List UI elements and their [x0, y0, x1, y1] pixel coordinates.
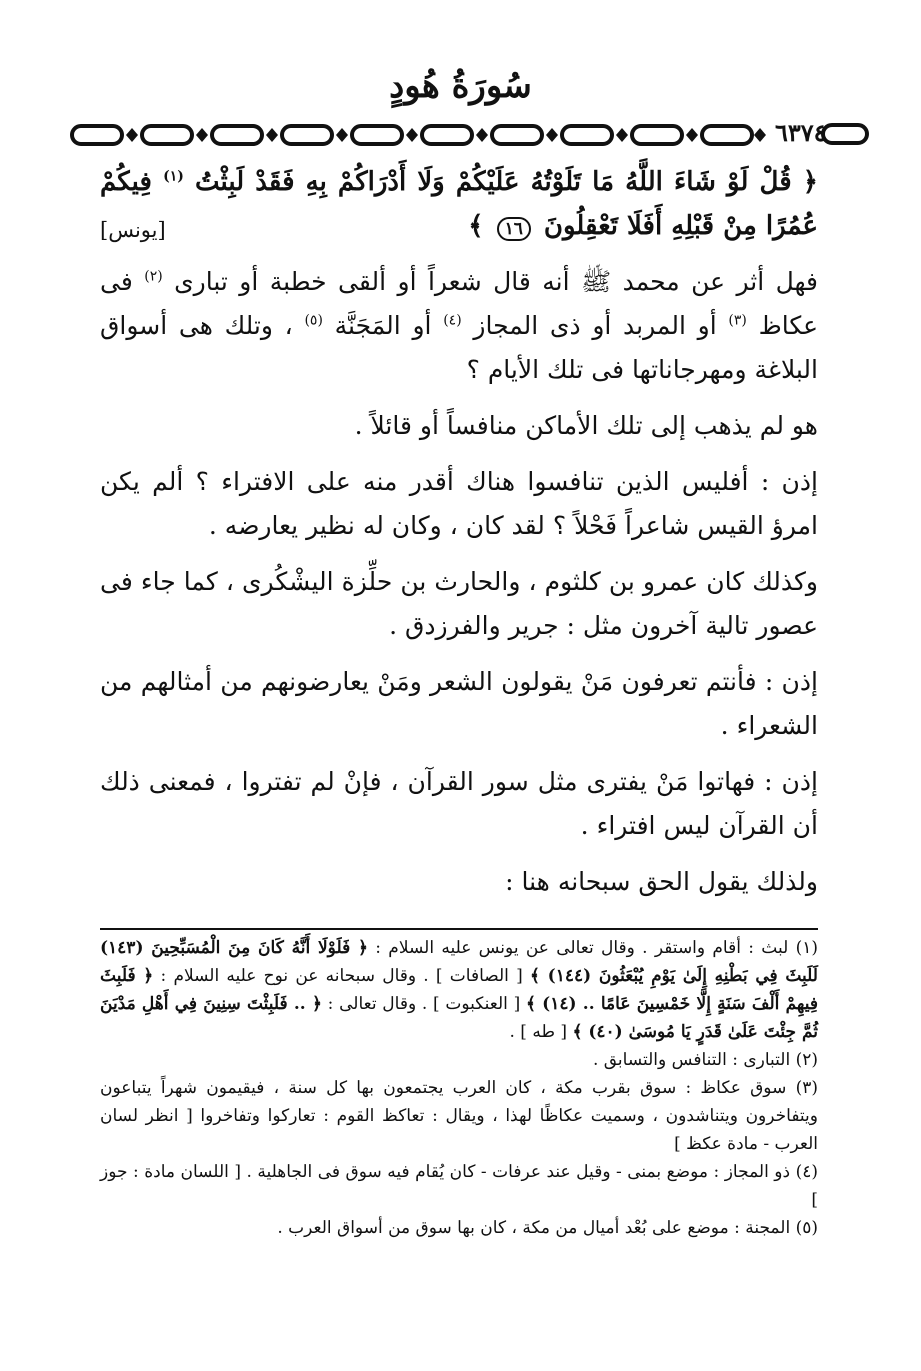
- paragraph-5: إذن : فأنتم تعرفون مَنْ يقولون الشعر ومَنْ يعارضونهم من أمثالهم من الشعراء .: [100, 667, 818, 740]
- footnote-1-text-a: لبث : أقام واستقر . وقال تعالى عن يونس عليه السلام :: [375, 938, 789, 958]
- p1-text-b: فى عكاظ: [100, 267, 819, 340]
- footnote-4: (٤) ذو المجاز : موضع بمنى - وقيل عند عرفات - كان يُقام فيه سوق فى الجاهلية . [ اللسان مادة : جوز ]: [100, 1162, 818, 1210]
- quran-verse: [100, 160, 818, 248]
- paragraph-3: إذن : أفليس الذين تنافسوا هناك أقدر منه على الافتراء ؟ ألم يكن امرؤ القيس شاعراً فَحْلاً ؟ لقد كان ، وكان له نظير يعارضه .: [100, 467, 818, 540]
- footnotes: [100, 934, 818, 1242]
- footnote-1: [100, 934, 818, 1046]
- verse-text-cont: فِيكُمْ عُمُرًا مِنْ قَبْلِهِ أَفَلَا تَعْقِلُونَ: [100, 167, 818, 241]
- paragraph-1: [100, 260, 818, 392]
- p1-text-a: فهل أثر عن محمد ﷺ أنه قال شعراً أو ألقى خطبة أو تبارى: [174, 267, 818, 296]
- paragraph-7: ولذلك يقول الحق سبحانه هنا :: [505, 867, 818, 896]
- paragraph-6: إذن : فهاتوا مَنْ يفترى مثل سور القرآن ، فإنْ لم تفتروا ، فمعنى ذلك أن القرآن ليس افتراء .: [100, 767, 818, 840]
- p1-text-d: أو المَجَنَّة: [334, 311, 432, 340]
- footnote-5: (٥) المجنة : موضع على بُعْد أميال من مكة ، كان بها سوق من أسواق العرب .: [277, 1218, 818, 1238]
- paragraph-2: هو لم يذهب إلى تلك الأماكن منافساً أو قائلاً .: [354, 411, 818, 440]
- footnote-1-verse-1: ﴿ فَلَوْلَا أَنَّهُ كَانَ مِنَ الْمُسَبِّحِينَ (١٤٣) لَلَبِثَ فِي بَطْنِهِ إِلَىٰ يَوْمِ يُبْعَثُونَ (١٤٤) ﴾: [100, 938, 818, 986]
- main-text: [100, 160, 818, 916]
- footnote-3: (٣) سوق عكاظ : سوق بقرب مكة ، كان العرب يجتمعون بها كل سنة ، فيقيمون شهراً يتباعون ويتفاخرون ويتناشدون ، وسميت عكاظًا لهذا ، ويقال : تعاكظ القوم : تعاركوا وتفاخروا [ انظر لسان العرب - مادة عكظ ]: [100, 1078, 818, 1154]
- verse-close: ﴾: [468, 211, 484, 241]
- paragraph-4: وكذلك كان عمرو بن كلثوم ، والحارث بن حلِّزة اليشْكُرى ، كما جاء فى عصور تالية آخرون مثل : جرير والفرزدق .: [100, 567, 818, 640]
- p1-text-c: أو المربد أو ذى المجاز: [473, 311, 717, 340]
- footnote-2: (٢) التبارى : التنافس والتسابق .: [592, 1050, 818, 1070]
- surah-reference: [يونس]: [100, 218, 166, 242]
- footnote-marker-3: (٣): [728, 312, 747, 329]
- footnote-marker-1: (١): [163, 168, 184, 185]
- p1-text-e: ، وتلك هى أسواق البلاغة ومهرجاناتها فى تلك الأيام ؟: [100, 311, 818, 384]
- verse-text: ﴿ قُلْ لَوْ شَاءَ اللَّهُ مَا تَلَوْتُهُ عَلَيْكُمْ وَلَا أَدْرَاكُمْ بِهِ فَقَدْ لَبِثْتُ: [195, 167, 819, 197]
- ornamental-border: [68, 120, 768, 150]
- footnote-1-number: (١): [795, 938, 818, 958]
- footnote-marker-4: (٤): [443, 312, 462, 329]
- footnote-1-text-c: [ العنكبوت ] . وقال تعالى :: [327, 994, 521, 1014]
- ayah-number: ١٦: [497, 217, 531, 241]
- footnote-separator: [100, 928, 818, 930]
- footnote-1-text-d: [ طه ] .: [509, 1022, 568, 1042]
- surah-title: سُورَةُ هُودٍ: [389, 66, 532, 106]
- ornament-end-oval: [820, 121, 870, 147]
- footnote-marker-2: (٢): [144, 268, 163, 285]
- footnote-1-text-b: [ الصافات ] . وقال سبحانه عن نوح عليه السلام :: [160, 966, 523, 986]
- footnote-1-verse-2: ﴿ فَلَبِثَ فِيهِمْ أَلْفَ سَنَةٍ إِلَّا خَمْسِينَ عَامًا .. (١٤) ﴾: [100, 966, 819, 1014]
- footnote-1-verse-3: ﴿ .. فَلَبِثْتَ سِنِينَ فِي أَهْلِ مَدْيَنَ ثُمَّ جِئْتَ عَلَىٰ قَدَرٍ يَا مُوسَىٰ (٤٠) ﴾: [100, 994, 818, 1042]
- page-number: ٦٣٧٤: [775, 118, 827, 147]
- footnote-marker-5: (٥): [304, 312, 323, 329]
